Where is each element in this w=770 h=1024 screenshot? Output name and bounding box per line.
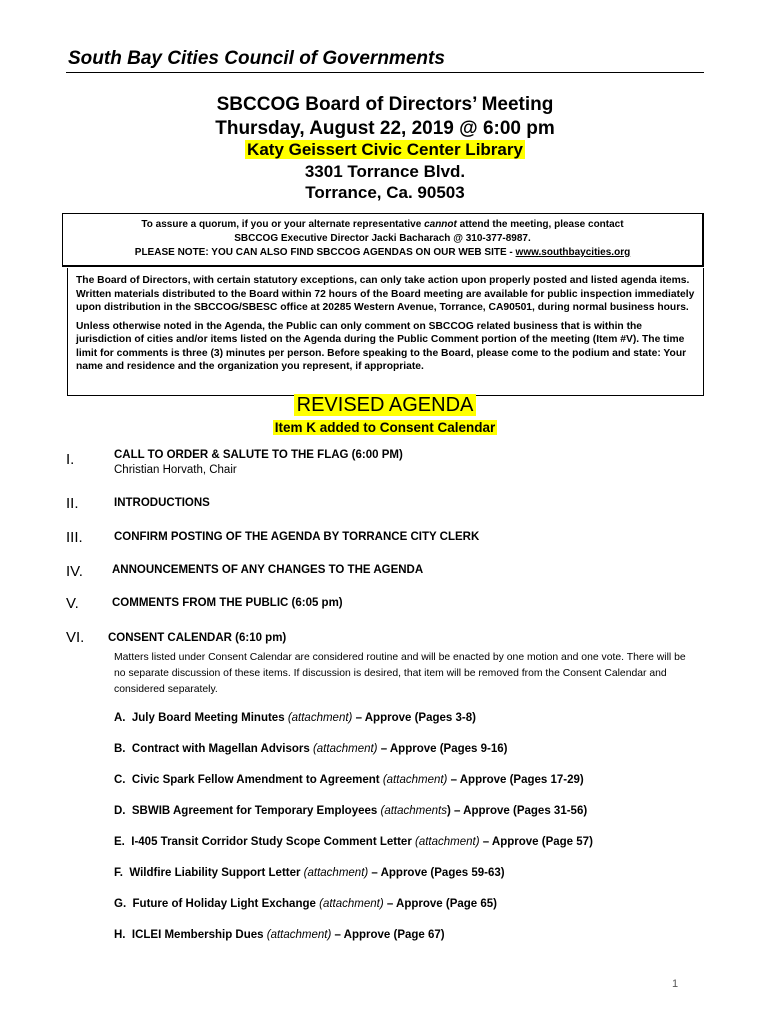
consent-item: H. ICLEI Membership Dues (attachment) – Approve (Page 67)	[114, 929, 445, 941]
agenda-item-title: ANNOUNCEMENTS OF ANY CHANGES TO THE AGENDA	[112, 564, 424, 576]
agenda-number: I.	[66, 451, 75, 468]
agenda-number: II.	[66, 495, 79, 512]
consent-item: A. July Board Meeting Minutes (attachment) – Approve (Pages 3-8)	[114, 712, 476, 724]
agenda-item-title: INTRODUCTIONS	[114, 497, 210, 509]
meeting-address: 3301 Torrance Blvd.	[304, 162, 466, 181]
consent-item: E. I-405 Transit Corridor Study Scope Comment Letter (attachment) – Approve (Page 57)	[114, 836, 593, 848]
page-number: 1	[672, 978, 679, 990]
notice-line-2: SBCCOG Executive Director Jacki Bacharach @ 310-377-8987.	[234, 233, 531, 244]
title-rule	[66, 72, 704, 73]
meeting-title: SBCCOG Board of Directors’ Meeting	[216, 94, 554, 115]
consent-item: G. Future of Holiday Light Exchange (attachment) – Approve (Page 65)	[114, 898, 498, 910]
organization-title: South Bay Cities Council of Governments	[68, 48, 445, 69]
consent-item: C. Civic Spark Fellow Amendment to Agreement (attachment) – Approve (Pages 17-29)	[114, 774, 584, 786]
rules-paragraph-2: Unless otherwise noted in the Agenda, the Public can only comment on SBCCOG related business that is within the jurisdiction of cities and/or items listed on the Agenda during the Public Comment portion of the meeting (Item #V). The time limit for comments is three (3) minutes per person. Before speaking to the Board, please come to the podium and state: Your name and residence and the organization you represent, if appropriate.	[76, 320, 687, 372]
agenda-item-title: COMMENTS FROM THE PUBLIC (6:05 pm)	[112, 597, 343, 609]
notice-line-1: To assure a quorum, if you or your alternate representative cannot attend the meeting, please contact	[141, 219, 624, 230]
meeting-datetime: Thursday, August 22, 2019 @ 6:00 pm	[215, 118, 555, 139]
website-link[interactable]: www.southbaycities.org	[515, 247, 631, 258]
agenda-item-title: CALL TO ORDER & SALUTE TO THE FLAG (6:00 PM)	[114, 449, 403, 461]
quorum-notice-box	[62, 213, 704, 267]
meeting-city: Torrance, Ca. 90503	[305, 183, 465, 202]
consent-intro: Matters listed under Consent Calendar are considered routine and will be enacted by one motion and one vote. There will be no separate discussion of these items. If discussion is desired, that item will be removed from the Consent Calendar and considered separately.	[114, 652, 686, 695]
consent-item: D. SBWIB Agreement for Temporary Employees (attachments) – Approve (Pages 31-56)	[114, 805, 588, 817]
agenda-number: III.	[66, 529, 83, 546]
agenda-number: IV.	[66, 563, 83, 580]
notice-line-3: PLEASE NOTE: YOU CAN ALSO FIND SBCCOG AGENDAS ON OUR WEB SITE - www.southbaycities.org	[134, 247, 631, 258]
rules-box	[67, 268, 704, 396]
agenda-item-title: CONFIRM POSTING OF THE AGENDA BY TORRANCE CITY CLERK	[114, 531, 480, 543]
revised-agenda-subtitle: Item K added to Consent Calendar	[274, 420, 496, 435]
agenda-item-subtitle: Christian Horvath, Chair	[114, 464, 237, 476]
consent-item: F. Wildfire Liability Support Letter (attachment) – Approve (Pages 59-63)	[114, 867, 505, 879]
agenda-number: V.	[66, 595, 79, 612]
meeting-venue: Katy Geissert Civic Center Library	[247, 140, 523, 159]
agenda-number: VI.	[66, 629, 85, 646]
rules-paragraph-1: The Board of Directors, with certain statutory exceptions, can only take action upon properly posted and listed agenda items. Written materials distributed to the Board within 72 hours of the Board meeting are available for public inspection immediately upon distribution in the SBCCOG/SBESC office at 20285 Western Avenue, Torrance, CA90501, during normal business hours.	[76, 275, 695, 313]
revised-agenda-title: REVISED AGENDA	[0, 394, 770, 417]
agenda-item-title: CONSENT CALENDAR (6:10 pm)	[108, 632, 287, 644]
consent-item: B. Contract with Magellan Advisors (attachment) – Approve (Pages 9-16)	[114, 743, 508, 755]
